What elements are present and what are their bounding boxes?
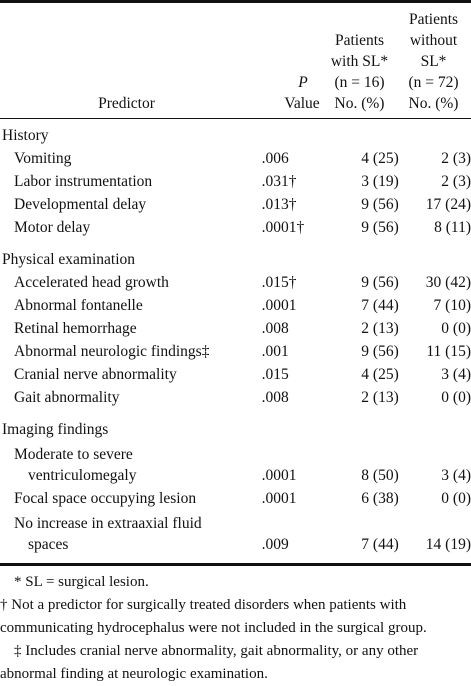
without-sl-cell: 14 (19) [425, 536, 471, 553]
predictor-line: Moderate to severe [14, 446, 133, 463]
p-value-cell: .015 [261, 366, 289, 383]
table-row [0, 316, 471, 339]
p-value-cell: .0001† [261, 219, 305, 236]
footnote: † Not a predictor for surgically treated disorders when patients with communicating hydrocephalus were not included in the surgical group. [0, 597, 427, 636]
p-value-cell: .006 [261, 150, 289, 167]
footnote: * SL = surgical lesion. [14, 574, 149, 590]
predictor-cell: Accelerated head growth [14, 274, 169, 291]
section-title: Imaging findings [2, 421, 109, 438]
table-row [0, 169, 471, 192]
predictor-cell: Gait abnormality [14, 389, 120, 406]
section-title: History [2, 127, 49, 144]
with-sl-cell: 7 (44) [361, 536, 399, 553]
with-sl-cell: 4 (25) [361, 150, 399, 167]
without-sl-cell: 30 (42) [425, 274, 471, 291]
with-sl-cell: 2 (13) [361, 389, 399, 406]
predictor-cell: Developmental delay [14, 196, 147, 213]
p-value-cell: .009 [261, 536, 289, 553]
predictor-cell: Abnormal neurologic findings‡ [14, 343, 210, 360]
p-value-cell: .031† [261, 173, 297, 190]
table-row [0, 486, 471, 509]
predictor-line: spaces [28, 536, 69, 553]
with-sl-cell: 9 (56) [361, 343, 399, 360]
without-sl-cell: 11 (15) [426, 343, 471, 360]
p-value-cell: .013† [261, 196, 297, 213]
p-value-cell: .015† [261, 274, 297, 291]
with-sl-cell: 6 (38) [361, 490, 399, 507]
predictor-line: No increase in extraaxial fluid [14, 515, 202, 532]
with-sl-cell: 9 (56) [361, 274, 399, 291]
p-value-cell: .008 [261, 389, 289, 406]
p-value-cell: .001 [261, 343, 289, 360]
predictor-cell [0, 509, 262, 555]
header-p-value: P Value [284, 74, 320, 112]
without-sl-cell: 3 (4) [441, 366, 471, 383]
table-row [0, 146, 471, 169]
bottom-rule [0, 563, 471, 566]
with-sl-cell: 8 (50) [361, 467, 399, 484]
predictor-cell: Vomiting [14, 150, 72, 167]
table-row [0, 440, 471, 486]
section-history [0, 121, 471, 146]
without-sl-cell: 2 (3) [441, 173, 471, 190]
table-row [0, 215, 471, 238]
predictor-cell: Retinal hemorrhage [14, 320, 137, 337]
predictor-cell: Cranial nerve abnormality [14, 366, 177, 383]
header-without-sl: Patients without SL* (n = 72) No. (%) [408, 11, 459, 112]
table-row [0, 192, 471, 215]
without-sl-cell: 3 (4) [441, 467, 471, 484]
predictor-cell: Focal space occupying lesion [14, 490, 197, 507]
without-sl-cell: 17 (24) [425, 196, 471, 213]
table-row [0, 293, 471, 316]
predictor-line: ventriculomegaly [28, 467, 137, 484]
table-row [0, 385, 471, 408]
header-with-sl: Patients with SL* (n = 16) No. (%) [330, 32, 389, 112]
p-value-cell: .008 [261, 320, 289, 337]
header-rule [0, 118, 471, 119]
data-table [0, 121, 471, 555]
with-sl-cell: 2 (13) [361, 320, 399, 337]
p-value-cell: .0001 [261, 467, 297, 484]
with-sl-cell: 9 (56) [361, 219, 399, 236]
table-row [0, 509, 471, 555]
table-row [0, 339, 471, 362]
without-sl-cell: 2 (3) [441, 150, 471, 167]
without-sl-cell: 7 (10) [433, 297, 471, 314]
without-sl-cell: 8 (11) [434, 219, 471, 236]
footnote: ‡ Includes cranial nerve abnormality, gait abnormality, or any other abnormal finding at neurologic examination. [0, 643, 419, 682]
table-row [0, 362, 471, 385]
table-header [0, 6, 471, 116]
predictor-cell [0, 440, 262, 486]
table-row [0, 270, 471, 293]
p-value-cell: .0001 [261, 490, 297, 507]
p-value-cell: .0001 [261, 297, 297, 314]
with-sl-cell: 4 (25) [361, 366, 399, 383]
top-rule [0, 0, 471, 3]
with-sl-cell: 7 (44) [361, 297, 399, 314]
predictor-cell: Motor delay [14, 219, 91, 236]
with-sl-cell: 9 (56) [361, 196, 399, 213]
predictor-cell: Labor instrumentation [14, 173, 153, 190]
section-physical-examination [0, 238, 471, 270]
without-sl-cell: 0 (0) [441, 320, 471, 337]
header-predictor: Predictor [98, 95, 155, 112]
predictor-cell: Abnormal fontanelle [14, 297, 143, 314]
with-sl-cell: 3 (19) [361, 173, 399, 190]
without-sl-cell: 0 (0) [441, 490, 471, 507]
footnotes [0, 571, 471, 686]
section-imaging-findings [0, 408, 471, 440]
without-sl-cell: 0 (0) [441, 389, 471, 406]
section-title: Physical examination [2, 251, 136, 268]
